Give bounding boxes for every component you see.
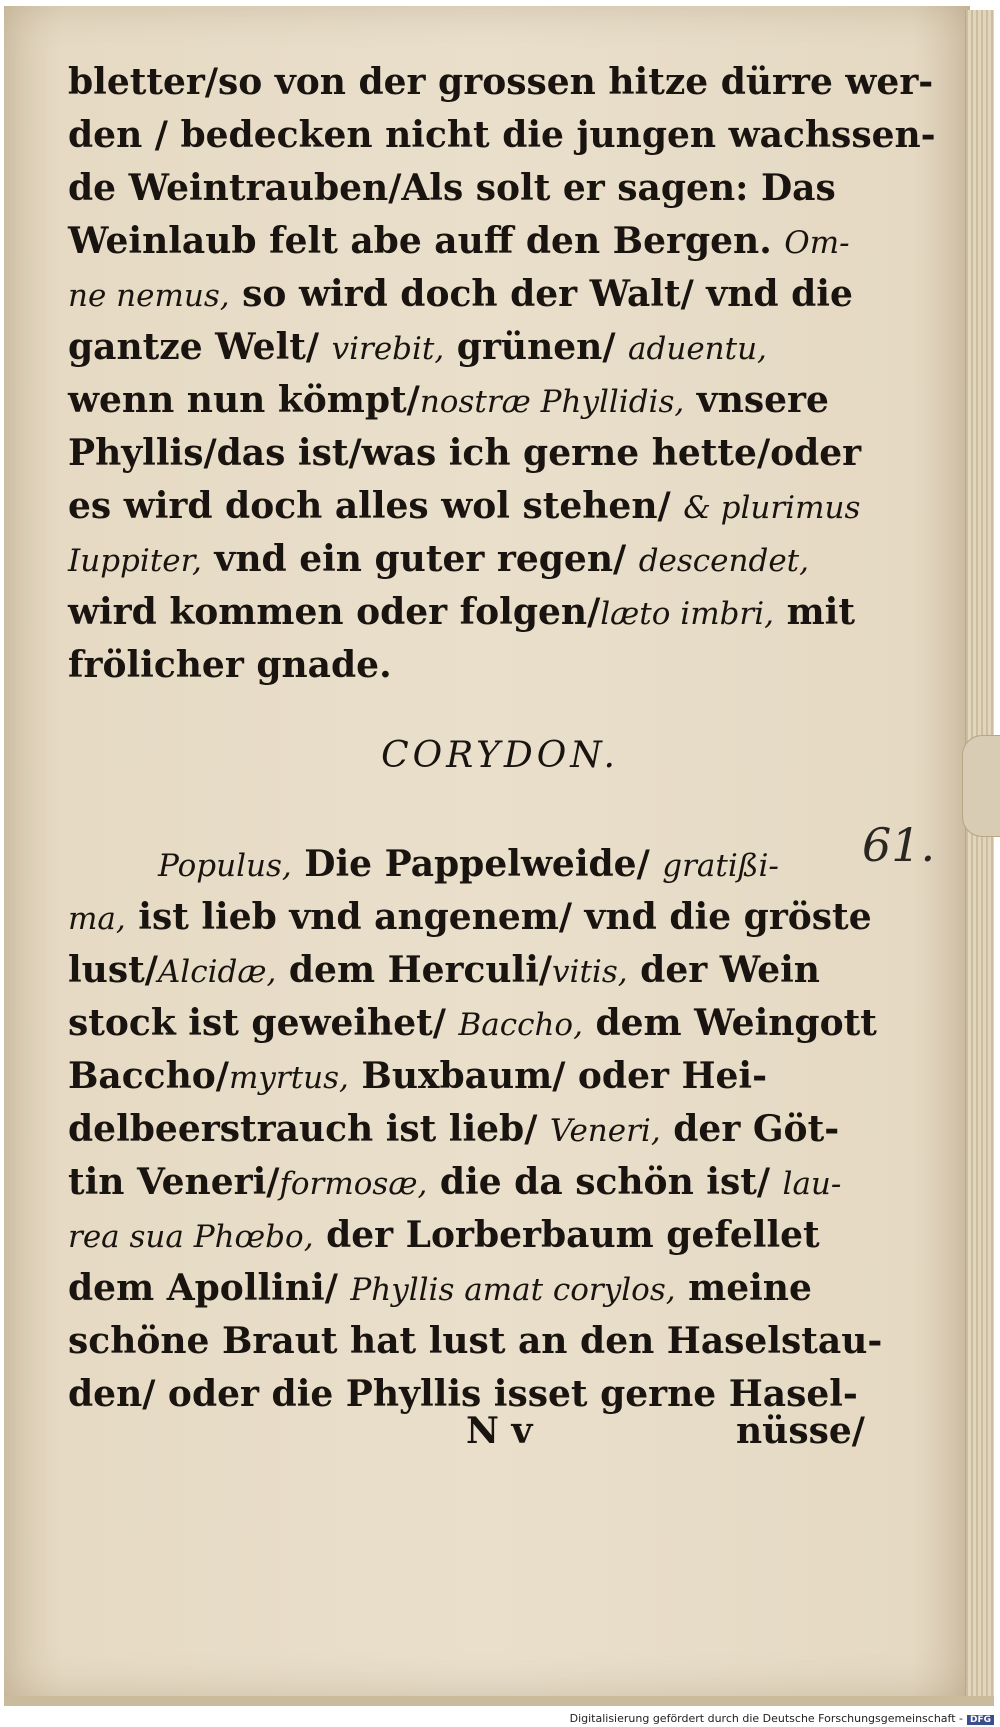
latin-phrase: vitis,	[552, 954, 628, 990]
text-line	[68, 1262, 858, 1315]
section-heading: CORYDON.	[381, 735, 619, 776]
text-line	[68, 1050, 858, 1103]
dfg-logo-icon: DFG	[967, 1715, 994, 1725]
page-edges	[965, 10, 994, 1696]
text-line	[68, 321, 858, 374]
german-text: Die Pappelweide/	[291, 843, 663, 885]
german-text: Phyllis/das ist/was ich gerne hette/oder	[68, 432, 862, 474]
latin-phrase: aduentu,	[628, 331, 767, 367]
german-text: Buxbaum/ oder Hei-	[348, 1055, 768, 1097]
text-line	[68, 1103, 858, 1156]
latin-phrase: Veneri,	[549, 1113, 661, 1149]
german-text: vnsere	[684, 379, 829, 421]
german-text: Baccho/	[68, 1055, 229, 1097]
german-text: wenn nun kömpt/	[68, 379, 420, 421]
text-line	[68, 586, 858, 639]
latin-phrase: Populus,	[158, 848, 292, 884]
text-line	[68, 215, 858, 268]
text-line	[68, 997, 877, 1050]
german-text: ist lieb vnd angenem/ vnd die gröste	[125, 896, 872, 938]
german-text: es wird doch alles wol stehen/	[68, 485, 684, 527]
german-text: de Weintrauben/Als solt er sagen: Das	[68, 167, 836, 209]
latin-phrase: lau-	[782, 1166, 842, 1202]
latin-phrase: Om-	[784, 225, 850, 261]
margin-page-number: 61.	[862, 818, 936, 872]
german-text: vnd ein guter regen/	[201, 538, 639, 580]
signature-row	[68, 1410, 865, 1460]
german-text: der Göt-	[660, 1108, 840, 1150]
german-text: gantze Welt/	[68, 326, 332, 368]
german-text: dem Herculi/	[276, 949, 553, 991]
german-text: frölicher gnade.	[68, 644, 392, 686]
text-line	[68, 374, 858, 427]
text-line	[68, 639, 858, 692]
page-bottom-edge	[4, 1696, 994, 1706]
latin-phrase: ne nemus,	[68, 278, 230, 314]
latin-phrase: descendet,	[638, 543, 809, 579]
text-line	[68, 56, 934, 109]
latin-phrase: Iuppiter,	[68, 543, 202, 579]
latin-phrase: formosæ,	[279, 1166, 428, 1202]
german-text: meine	[675, 1267, 812, 1309]
german-text: der Wein	[627, 949, 820, 991]
text-block-upper	[68, 56, 936, 692]
german-text: delbeerstrauch ist lieb/	[68, 1108, 550, 1150]
latin-phrase: myrtus,	[228, 1060, 349, 1096]
text-line	[68, 1315, 883, 1368]
german-text: grünen/	[444, 326, 629, 368]
german-text: mit	[774, 591, 855, 633]
german-text: schöne Braut hat lust an den Haselstau-	[68, 1320, 883, 1362]
latin-phrase: Alcidæ,	[157, 954, 277, 990]
latin-phrase: & plurimus	[683, 490, 861, 526]
footer-text: Digitalisierung gefördert durch die Deutsche Forschungsgemeinschaft -	[569, 1712, 963, 1725]
text-line	[68, 480, 861, 533]
german-text: so wird doch der Walt/ vnd die	[229, 273, 853, 315]
latin-phrase: rea sua Phœbo,	[68, 1219, 314, 1255]
text-line	[68, 944, 858, 997]
latin-phrase: ma,	[68, 901, 126, 937]
latin-phrase: virebit,	[331, 331, 445, 367]
text-line	[68, 162, 858, 215]
latin-phrase: nostræ Phyllidis,	[419, 384, 685, 420]
text-line	[68, 533, 858, 586]
catchword: nüsse/	[736, 1410, 865, 1452]
digitization-footer	[570, 1712, 994, 1725]
text-line	[68, 109, 936, 162]
text-line	[68, 268, 858, 321]
german-text: den/ oder die Phyllis isset gerne Hasel-	[68, 1373, 858, 1415]
text-line	[68, 838, 858, 891]
german-text: die da schön ist/	[427, 1161, 783, 1203]
german-text: dem Weingott	[582, 1002, 877, 1044]
text-block-lower	[68, 838, 883, 1421]
text-line	[68, 1209, 858, 1262]
latin-phrase: gratißi-	[662, 848, 779, 884]
german-text: der Lorberbaum gefellet	[313, 1214, 820, 1256]
latin-phrase: læto imbri,	[600, 596, 775, 632]
german-text: dem Apollini/	[68, 1267, 351, 1309]
signature-mark: N v	[466, 1410, 533, 1452]
text-line	[68, 891, 872, 944]
latin-phrase: Phyllis amat corylos,	[350, 1272, 676, 1308]
text-line	[68, 1156, 858, 1209]
german-text: wird kommen oder folgen/	[68, 591, 601, 633]
latin-phrase: Baccho,	[458, 1007, 583, 1043]
german-text: stock ist geweihet/	[68, 1002, 459, 1044]
german-text: Weinlaub felt abe auff den Bergen.	[68, 220, 785, 262]
german-text: lust/	[68, 949, 158, 991]
german-text: bletter/so von der grossen hitze dürre wer-	[68, 61, 934, 103]
german-text: tin Veneri/	[68, 1161, 280, 1203]
text-line	[68, 427, 862, 480]
german-text: den / bedecken nicht die jungen wachssen-	[68, 114, 936, 156]
